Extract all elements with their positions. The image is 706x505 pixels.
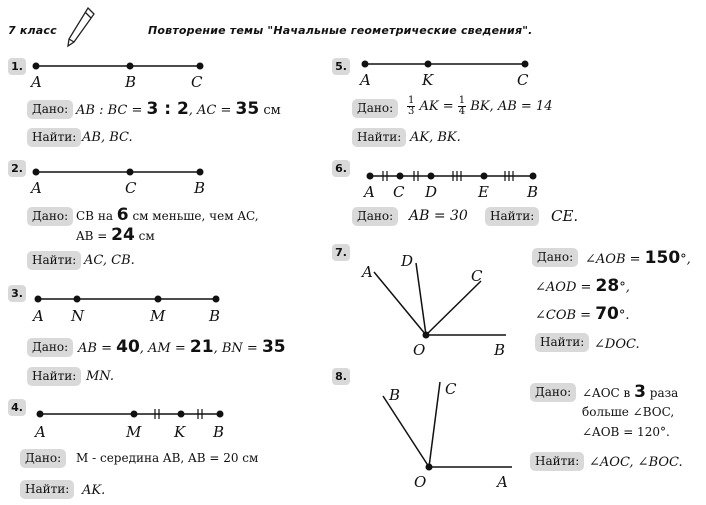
problem-8-given-3: ∠AOB = 120°.: [582, 425, 670, 439]
ray-label: B: [494, 341, 506, 359]
problem-6-number: 6.: [332, 160, 350, 177]
point-label: B: [194, 179, 206, 197]
problem-2-number: 2.: [8, 160, 26, 177]
find-tag: Найти:: [27, 251, 81, 270]
point-label: B: [527, 183, 539, 201]
point-label: C: [191, 73, 203, 91]
page-title: Повторение темы "Начальные геометрические сведения".: [148, 24, 533, 37]
problem-6-given: AB = 30: [409, 208, 468, 224]
problem-6-find: CE.: [551, 207, 579, 225]
problem-2-given-line1: CB на 6 см меньше, чем AC,: [76, 205, 259, 225]
find-tag: Найти:: [20, 480, 74, 499]
problem-1-given: AB : BC = 3 : 2, AC = 35 см: [76, 99, 281, 119]
ray-label: C: [445, 380, 457, 398]
problem-3-find: MN.: [86, 369, 114, 384]
point-label: B: [125, 73, 137, 91]
given-tag: Дано:: [27, 100, 73, 119]
problem-7-given-2: ∠AOD = 28°,: [535, 276, 630, 296]
given-tag: Дано:: [530, 383, 576, 402]
ray-label: B: [389, 386, 401, 404]
find-tag: Найти:: [530, 452, 584, 471]
point-label: C: [125, 179, 137, 197]
find-tag: Найти:: [27, 367, 81, 386]
find-tag: Найти:: [352, 128, 406, 147]
point-label: B: [209, 307, 221, 325]
point-label: A: [31, 73, 42, 91]
point-label: A: [364, 183, 375, 201]
problem-2-given-line2: AB = 24 см: [76, 225, 155, 245]
ray-label: A: [497, 473, 508, 491]
given-tag: Дано:: [20, 449, 66, 468]
point-label: M: [150, 307, 166, 325]
point-label: A: [360, 71, 371, 89]
given-tag: Дано:: [532, 248, 578, 267]
ray-label: O: [414, 473, 427, 491]
given-tag: Дано:: [352, 99, 398, 118]
point-label: N: [71, 307, 85, 325]
problem-7-find: ∠DOC.: [594, 337, 640, 352]
problem-8-number: 8.: [332, 368, 350, 385]
point-label: D: [425, 183, 438, 201]
problem-8-find: ∠AOC, ∠BOC.: [589, 455, 683, 470]
problem-7-number: 7.: [332, 244, 350, 261]
grade-label: 7 класс: [8, 24, 57, 37]
problem-5-number: 5.: [332, 58, 350, 75]
point-label: M: [126, 423, 142, 441]
ray-label: D: [401, 252, 414, 270]
problem-7-given-1: ∠AOB = 150°,: [585, 248, 691, 268]
find-tag: Найти:: [27, 128, 81, 147]
point-label: C: [517, 71, 529, 89]
point-label: K: [422, 71, 434, 89]
point-label: A: [35, 423, 46, 441]
problem-8-given-2: больше ∠BOC,: [582, 405, 675, 419]
problem-5-given: $\frac{1}{3}$ AK = $\frac{1}{4}$ BK, AB = 14: [408, 95, 553, 117]
given-tag: Дано:: [352, 207, 398, 226]
problem-8-given-1: ∠AOC в 3 раза: [582, 382, 679, 402]
problem-2-find: AC, CB.: [84, 253, 135, 268]
ray-label: C: [471, 267, 483, 285]
point-label: K: [174, 423, 186, 441]
problem-7-given-3: ∠COB = 70°.: [535, 304, 630, 324]
point-label: E: [478, 183, 489, 201]
point-label: A: [33, 307, 44, 325]
problem-5-find: AK, BK.: [410, 130, 461, 145]
problem-4-find: AK.: [82, 483, 106, 498]
find-tag: Найти:: [535, 333, 589, 352]
point-label: A: [31, 179, 42, 197]
problem-1-find: AB, BC.: [82, 130, 133, 145]
given-tag: Дано:: [27, 338, 73, 357]
point-label: B: [213, 423, 225, 441]
ray-label: O: [413, 341, 426, 359]
point-label: C: [393, 183, 405, 201]
find-tag: Найти:: [485, 207, 539, 226]
problem-4-number: 4.: [8, 399, 26, 416]
given-tag: Дано:: [27, 207, 73, 226]
problem-3-number: 3.: [8, 285, 26, 302]
problem-4-given: M - середина AB, AB = 20 см: [76, 451, 259, 465]
problem-1-number: 1.: [8, 58, 26, 75]
ray-label: A: [362, 263, 373, 281]
problem-3-given: AB = 40, AM = 21, BN = 35: [78, 337, 286, 357]
